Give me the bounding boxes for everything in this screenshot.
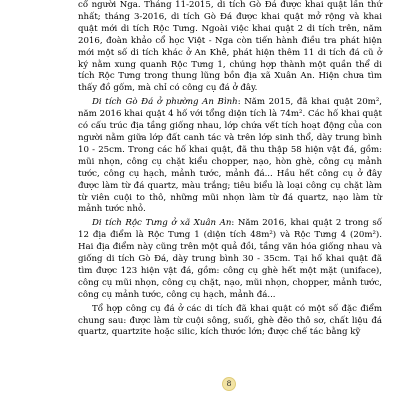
paragraph-text: Tổ hợp công cụ đá ở các di tích đã khai quật có một số đặc điểm chung sau: được làm từ cuội sông, suối, ghè đẽo thô sơ, chất liệu đá quartz, quartzite hoặc silic, kích thước lớn; được chế tác bằng kỹ <box>78 303 382 338</box>
page-number: 8 <box>222 377 236 391</box>
paragraph-text: : Năm 2016, khai quật 2 trong số 12 địa điểm là Rộc Tưng 1 (diện tích 48m²) và Rộc Tưng 4 (20m²). Hai địa điểm này cũng trên một quả đồi, tầng văn hóa giống nhau và giống di tích Gò Đá, dày trung bình 30 - 35cm. Tại hố khai quật đã tìm được 123 hiện vật đá, gồm: công cụ ghè hết một mặt (uniface), công cụ mũi nhọn, công cụ chặt, nạo, mũi nhọn, chopper, mảnh tước, công cụ mảnh tước, công cụ hạch, mảnh đá... <box>78 218 382 300</box>
paragraph-text: : Năm 2015, đã khai quật 20m², năm 2016 khai quật 4 hố với tổng diện tích là 74m². Các hố khai quật có cấu trúc địa tầng giống nhau, lớp chứa vết tích hoạt động của con người nằm giữa lớp đất canh tác và trên lớp sinh thổ, dày trung bình 10 - 25cm. Trong các hố khai quật, đã thu thập 58 hiện vật đá, gồm: mũi nhọn, công cụ chặt kiểu chopper, nạo, hòn ghè, công cụ mảnh tước, công cụ hạch, mảnh tước, mảnh đá... Hầu hết công cụ ở đây được làm từ đá quartz, màu trắng; tiêu biểu là loại công cụ chặt làm từ viên cuội to thô, những mũi nhọn làm từ đá quartz, nạo làm từ mảnh tước nhỏ. <box>78 97 382 215</box>
paragraph-summary <box>78 304 382 340</box>
paragraph-lead-roc-tung: Di tích Rộc Tưng ở xã Xuân An <box>92 218 232 229</box>
paragraph-lead-go-da: Di tích Gò Đá ở phường An Bình <box>92 97 238 108</box>
paragraph-continued <box>78 0 382 95</box>
paragraph-roc-tung <box>78 218 382 301</box>
paragraph-text: cổ người Nga. Tháng 11-2015, di tích Gò Đá được khai quật lần thứ nhất; tháng 3-2016, di tích Gò Đá được khai quật mở rộng và khai quật mới di tích Rộc Tưng. Ngoài việc khai quật 2 di tích trên, năm 2016, đoàn khảo cổ học Việt - Nga còn tiến hành điều tra phát hiện mới một số di tích khác ở An Khê, phát hiện thêm 11 di tích đá cũ ở ký nằm xung quanh Rộc Tưng 1, chúng hợp thành một quần thể di tích Rộc Tưng trong thung lũng bồn địa xã Xuân An. Hiện chưa tìm thấy đồ gốm, mà chỉ có công cụ đá ở đây. <box>78 0 382 94</box>
paragraph-go-da <box>78 97 382 216</box>
body-text <box>78 0 382 339</box>
